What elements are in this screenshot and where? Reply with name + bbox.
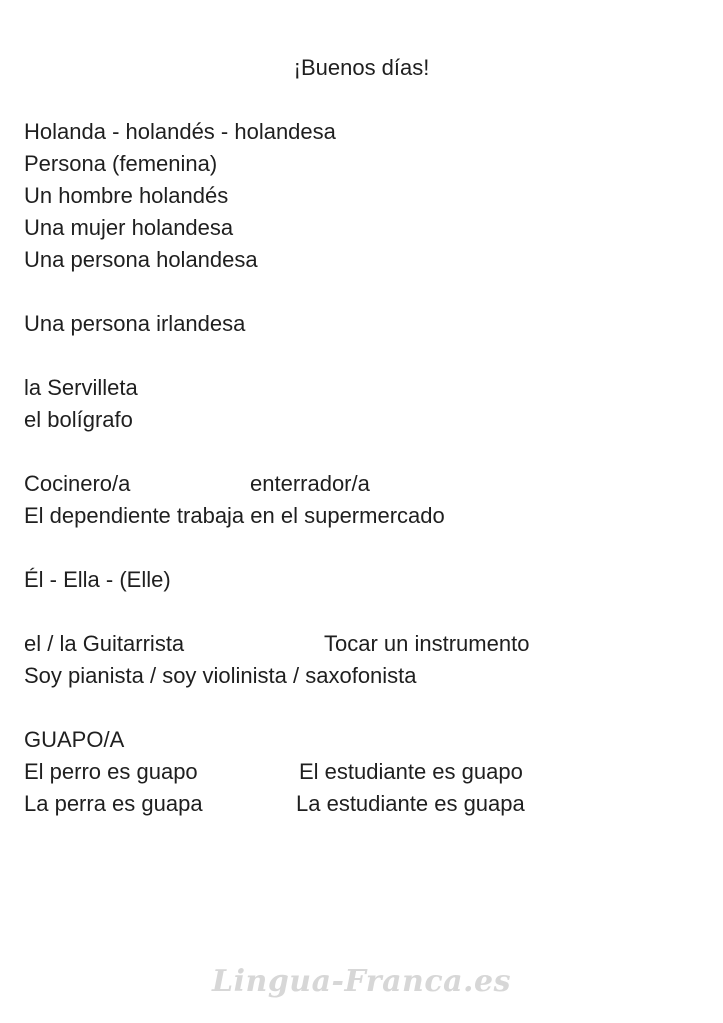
text-line: la Servilleta — [24, 375, 138, 400]
line-col2: La estudiante es guapa — [296, 791, 525, 816]
text-line: Él - Ella - (Elle) — [24, 567, 171, 592]
blank-line — [24, 692, 699, 724]
blank-line — [24, 532, 699, 564]
text-line — [24, 468, 699, 500]
text-line — [24, 788, 699, 820]
text-line — [24, 628, 699, 660]
blank-line — [24, 276, 699, 308]
document-title: ¡Buenos días! — [293, 55, 430, 80]
line-col1: Cocinero/a — [24, 471, 131, 496]
line-col2: Tocar un instrumento — [324, 631, 530, 656]
blank-line — [24, 436, 699, 468]
text-line: Una persona irlandesa — [24, 311, 246, 336]
line-col2: El estudiante es guapo — [299, 759, 523, 784]
blank-line — [24, 84, 699, 116]
text-line: Holanda - holandés - holandesa — [24, 119, 336, 144]
text-line: El dependiente trabaja en el supermercado — [24, 503, 445, 528]
line-col1: La perra es guapa — [24, 791, 203, 816]
document-body — [24, 52, 699, 820]
line-col1: el / la Guitarrista — [24, 631, 185, 656]
text-line: Soy pianista / soy violinista / saxofonista — [24, 663, 417, 688]
text-line: Persona (femenina) — [24, 151, 218, 176]
blank-line — [24, 340, 699, 372]
text-line: el bolígrafo — [24, 407, 133, 432]
text-line: GUAPO/A — [24, 727, 125, 752]
text-line — [24, 756, 699, 788]
site-watermark: Lingua-Franca.es — [212, 964, 511, 999]
line-col1: El perro es guapo — [24, 759, 198, 784]
text-line: Un hombre holandés — [24, 183, 229, 208]
text-line: Una mujer holandesa — [24, 215, 234, 240]
line-col2: enterrador/a — [250, 471, 370, 496]
text-line: Una persona holandesa — [24, 247, 258, 272]
blank-line — [24, 596, 699, 628]
